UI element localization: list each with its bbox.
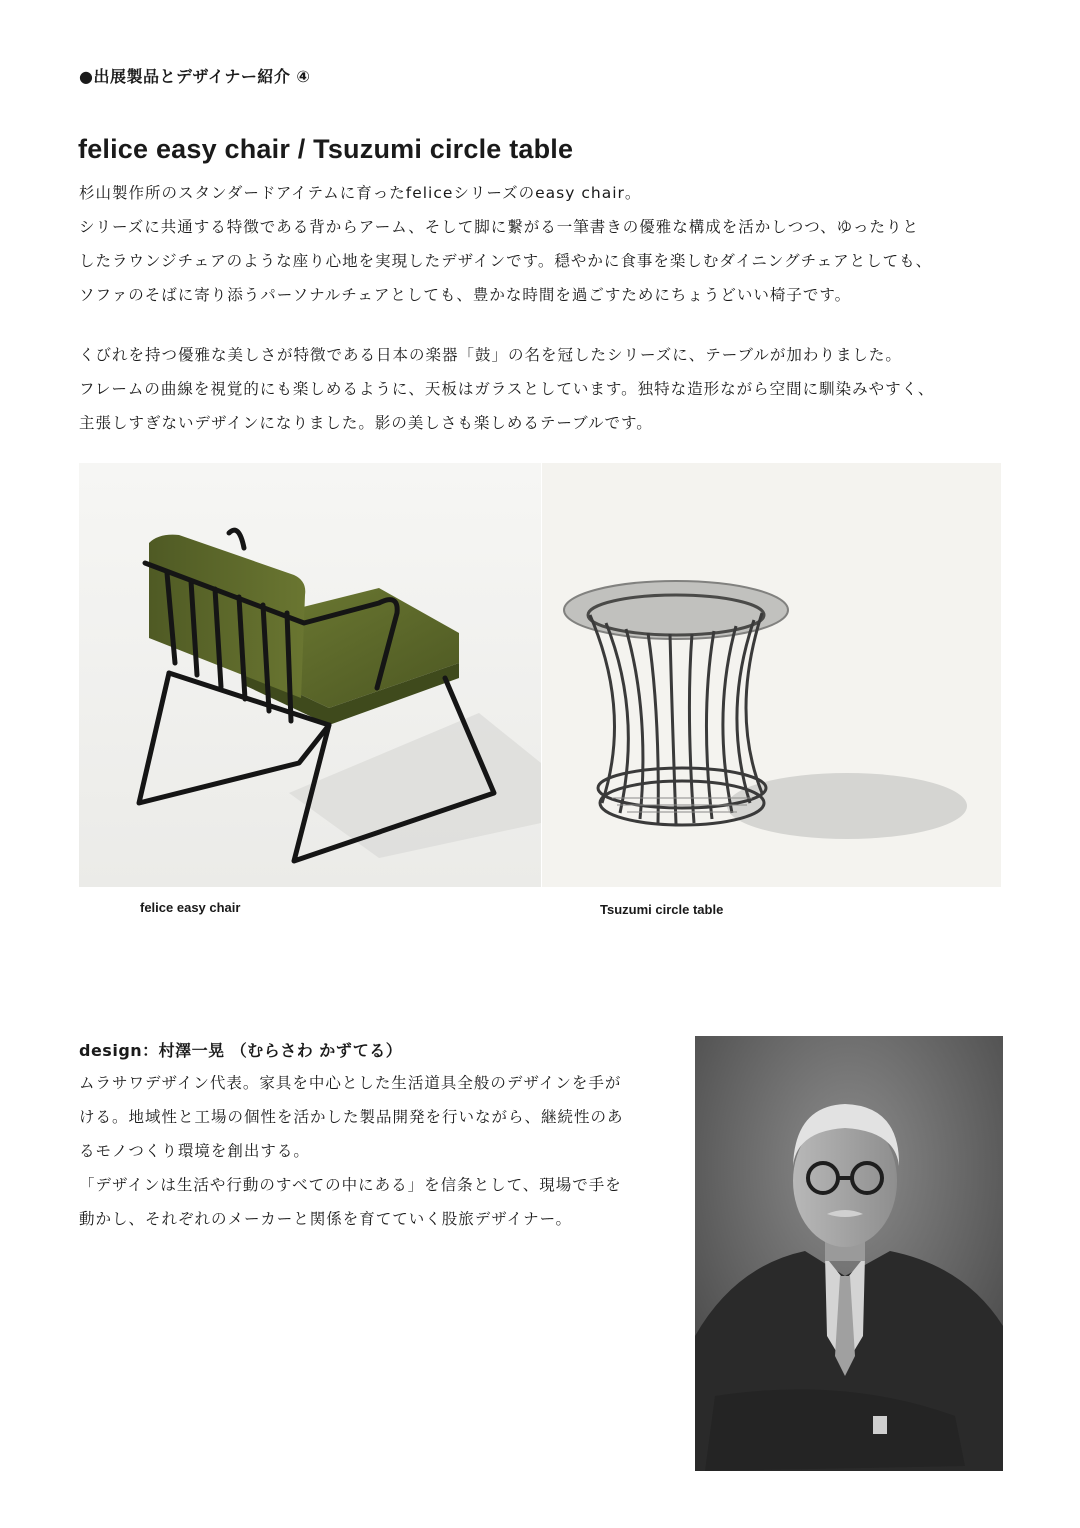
designer-name: design：村澤一晃 （むらさわ かずてる） <box>79 1041 403 1060</box>
chair-photo <box>79 463 541 887</box>
designer-bio-line: ムラサワデザイン代表。家具を中心とした生活道具全般のデザインを手が <box>79 1074 622 1092</box>
table-caption: Tsuzumi circle table <box>600 902 724 917</box>
designer-bio <box>79 1066 689 1236</box>
chair-caption: felice easy chair <box>140 900 241 915</box>
chair-description-line: したラウンジチェアのような座り心地を実現したデザインです。穏やかに食事を楽しむダイニングチェアとしても、 <box>79 252 933 270</box>
section-heading: ●出展製品とデザイナー紹介 ④ <box>79 67 311 86</box>
table-photo <box>542 463 1001 887</box>
designer-bio-line: 動かし、それぞれのメーカーと関係を育てていく股旅デザイナー。 <box>79 1210 572 1228</box>
table-description-line: 主張しすぎないデザインになりました。影の美しさも楽しめるテーブルです。 <box>79 414 653 432</box>
designer-bio-line: るモノつくり環境を創出する。 <box>79 1142 310 1160</box>
chair-description-line: 杉山製作所のスタンダードアイテムに育ったfeliceシリーズのeasy chair。 <box>79 184 642 202</box>
designer-bio-line: 「デザインは生活や行動のすべての中にある」を信条として、現場で手を <box>79 1176 622 1194</box>
product-title: felice easy chair / Tsuzumi circle table <box>78 134 574 164</box>
chair-description-line: ソファのそばに寄り添うパーソナルチェアとしても、豊かな時間を過ごすためにちょうどいい椅子です。 <box>79 286 852 304</box>
chair-description <box>79 176 1039 312</box>
table-description-line: フレームの曲線を視覚的にも楽しめるように、天板はガラスとしています。独特な造形ながら空間に馴染みやすく、 <box>79 380 935 398</box>
designer-portrait <box>695 1036 1003 1471</box>
table-description-line: くびれを持つ優雅な美しさが特徴である日本の楽器「鼓」の名を冠したシリーズに、テーブルが加わりました。 <box>79 346 902 364</box>
chair-description-line: シリーズに共通する特徴である背からアーム、そして脚に繋がる一筆書きの優雅な構成を活かしつつ、ゆったりと <box>79 218 919 236</box>
table-description <box>79 338 1039 440</box>
designer-bio-line: ける。地域性と工場の個性を活かした製品開発を行いながら、継続性のあ <box>79 1108 624 1126</box>
